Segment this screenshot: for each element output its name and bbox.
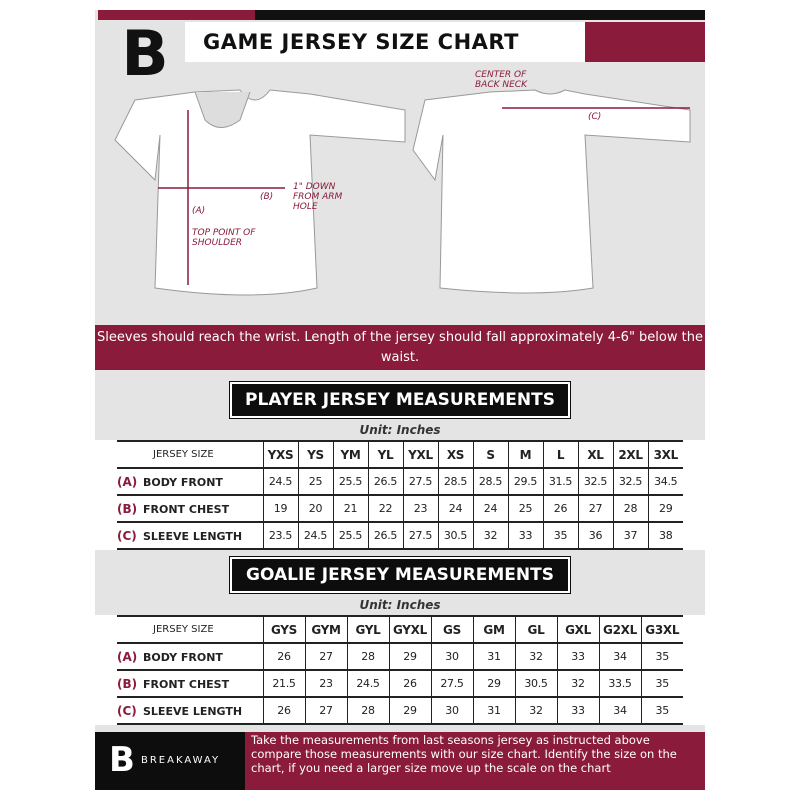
table-row	[117, 468, 683, 495]
page-title: GAME JERSEY SIZE CHART	[185, 22, 585, 62]
row-letter: (A)	[117, 474, 138, 489]
measurement-cell: 32.5	[613, 468, 648, 495]
size-header: M	[508, 441, 543, 468]
size-header: XL	[578, 441, 613, 468]
label-b: (B)	[260, 192, 274, 202]
brand-logo-letter: B	[121, 17, 169, 90]
row-letter: (A)	[117, 649, 138, 664]
measurement-cell: 29	[648, 495, 683, 522]
size-header: G2XL	[599, 616, 641, 643]
header-row	[117, 441, 683, 468]
measurement-cell: 21.5	[263, 670, 305, 697]
measurement-cell: 35	[641, 670, 683, 697]
goalie-table-band	[95, 615, 705, 725]
fit-note-text: Sleeves should reach the wrist. Length of the jersey should fall approximately 4-6" below the waist.	[97, 330, 703, 365]
measurement-cell: 33	[508, 522, 543, 549]
measurement-cell: 27.5	[403, 468, 438, 495]
measurement-cell: 35	[543, 522, 578, 549]
measurement-cell: 21	[333, 495, 368, 522]
measurement-cell: 25.5	[333, 522, 368, 549]
measurement-cell: 27	[305, 697, 347, 724]
size-chart-page	[95, 10, 705, 790]
measurement-cell: 33	[557, 697, 599, 724]
measurement-cell: 26.5	[368, 468, 403, 495]
fit-note-banner	[95, 325, 705, 370]
brand-name: BREAKAWAY	[141, 755, 221, 766]
measurement-cell: 24	[473, 495, 508, 522]
size-label: JERSEY SIZE	[117, 441, 263, 468]
measurement-cell: 25	[298, 468, 333, 495]
measurement-cell: 27	[578, 495, 613, 522]
measurement-cell: 30.5	[515, 670, 557, 697]
measurement-cell: 24.5	[263, 468, 298, 495]
measurement-cell: 33	[557, 643, 599, 670]
measurement-cell: 32	[557, 670, 599, 697]
player-size-table	[117, 440, 683, 550]
measurement-cell: 31	[473, 643, 515, 670]
measurement-cell: 34	[599, 643, 641, 670]
goalie-size-table	[117, 615, 683, 725]
measurement-cell: 27.5	[431, 670, 473, 697]
row-name: FRONT CHEST	[143, 677, 230, 691]
measurement-cell: 27	[305, 643, 347, 670]
row-name: BODY FRONT	[143, 475, 223, 489]
measurement-cell: 29	[473, 670, 515, 697]
row-label	[117, 468, 263, 495]
size-header: 3XL	[648, 441, 683, 468]
player-table-band	[95, 440, 705, 550]
size-header: GL	[515, 616, 557, 643]
size-header: YM	[333, 441, 368, 468]
measurement-cell: 29	[389, 697, 431, 724]
row-letter: (C)	[117, 703, 137, 718]
header-stripe-black	[255, 10, 705, 20]
row-label	[117, 697, 263, 724]
table-row	[117, 697, 683, 724]
footer-logo: B	[109, 740, 135, 780]
size-header: GYXL	[389, 616, 431, 643]
size-header: G3XL	[641, 616, 683, 643]
measurement-cell: 24.5	[298, 522, 333, 549]
row-name: SLEEVE LENGTH	[143, 704, 243, 718]
row-letter: (C)	[117, 528, 137, 543]
brand-logo	[115, 17, 175, 90]
row-label	[117, 670, 263, 697]
row-letter: (B)	[117, 501, 138, 516]
measurement-cell: 22	[368, 495, 403, 522]
row-label	[117, 643, 263, 670]
measurement-cell: 28	[613, 495, 648, 522]
row-label	[117, 495, 263, 522]
measurement-cell: 32.5	[578, 468, 613, 495]
row-name: FRONT CHEST	[143, 502, 230, 516]
label-c: (C)	[588, 112, 602, 122]
measurement-cell: 24	[438, 495, 473, 522]
measurement-cell: 32	[473, 522, 508, 549]
size-label: JERSEY SIZE	[117, 616, 263, 643]
size-header: GYS	[263, 616, 305, 643]
goalie-section-title: GOALIE JERSEY MEASUREMENTS	[230, 557, 570, 593]
player-unit: Unit: Inches	[359, 423, 441, 437]
measurement-cell: 30	[431, 643, 473, 670]
label-b-desc: 1" DOWN FROM ARM HOLE	[293, 182, 343, 212]
table-row	[117, 495, 683, 522]
label-a-desc: TOP POINT OF SHOULDER	[192, 228, 256, 248]
measurement-cell: 28.5	[438, 468, 473, 495]
measurement-cell: 28.5	[473, 468, 508, 495]
size-header: S	[473, 441, 508, 468]
measurement-cell: 30	[431, 697, 473, 724]
goalie-unit: Unit: Inches	[359, 598, 441, 612]
row-name: BODY FRONT	[143, 650, 223, 664]
size-header: YXL	[403, 441, 438, 468]
measurement-cell: 28	[347, 643, 389, 670]
measurement-cell: 37	[613, 522, 648, 549]
measurement-cell: 26	[543, 495, 578, 522]
size-header: YL	[368, 441, 403, 468]
footer-instructions: Take the measurements from last seasons jersey as instructed above compare those measurements with our size chart. Identify the size on the chart, if you need a larger size move up the scale on the chart	[245, 732, 705, 790]
measurement-cell: 32	[515, 643, 557, 670]
size-header: GM	[473, 616, 515, 643]
size-header: GXL	[557, 616, 599, 643]
size-header: XS	[438, 441, 473, 468]
measurement-cell: 34.5	[648, 468, 683, 495]
measurement-cell: 29	[389, 643, 431, 670]
measurement-cell: 36	[578, 522, 613, 549]
measurement-cell: 35	[641, 697, 683, 724]
label-c-desc: CENTER OF BACK NECK	[475, 70, 527, 90]
jersey-diagram	[95, 80, 705, 310]
measurement-cell: 32	[515, 697, 557, 724]
size-header: GYM	[305, 616, 347, 643]
measurement-cell: 24.5	[347, 670, 389, 697]
measurement-cell: 35	[641, 643, 683, 670]
size-header: L	[543, 441, 578, 468]
measurement-cell: 31	[473, 697, 515, 724]
size-header: YXS	[263, 441, 298, 468]
measurement-cell: 23.5	[263, 522, 298, 549]
row-name: SLEEVE LENGTH	[143, 529, 243, 543]
measurement-cell: 31.5	[543, 468, 578, 495]
size-header: GS	[431, 616, 473, 643]
header-row	[117, 616, 683, 643]
measurement-cell: 28	[347, 697, 389, 724]
measurement-cell: 33.5	[599, 670, 641, 697]
measurement-cell: 34	[599, 697, 641, 724]
measurement-cell: 38	[648, 522, 683, 549]
measurement-cell: 30.5	[438, 522, 473, 549]
measurement-cell: 26	[389, 670, 431, 697]
player-section-title: PLAYER JERSEY MEASUREMENTS	[230, 382, 570, 418]
measurement-cell: 19	[263, 495, 298, 522]
size-header: YS	[298, 441, 333, 468]
table-row	[117, 670, 683, 697]
measurement-cell: 26	[263, 697, 305, 724]
label-a: (A)	[192, 206, 206, 216]
title-accent	[585, 22, 705, 62]
measurement-cell: 25	[508, 495, 543, 522]
measurement-cell: 20	[298, 495, 333, 522]
measurement-cell: 23	[403, 495, 438, 522]
footer-brand	[95, 732, 245, 790]
measurement-cell: 26	[263, 643, 305, 670]
measurement-cell: 27.5	[403, 522, 438, 549]
table-row	[117, 643, 683, 670]
row-letter: (B)	[117, 676, 138, 691]
measurement-cell: 25.5	[333, 468, 368, 495]
measurement-cell: 26.5	[368, 522, 403, 549]
measurement-cell: 29.5	[508, 468, 543, 495]
size-header: 2XL	[613, 441, 648, 468]
table-row	[117, 522, 683, 549]
size-header: GYL	[347, 616, 389, 643]
measurement-cell: 23	[305, 670, 347, 697]
row-label	[117, 522, 263, 549]
